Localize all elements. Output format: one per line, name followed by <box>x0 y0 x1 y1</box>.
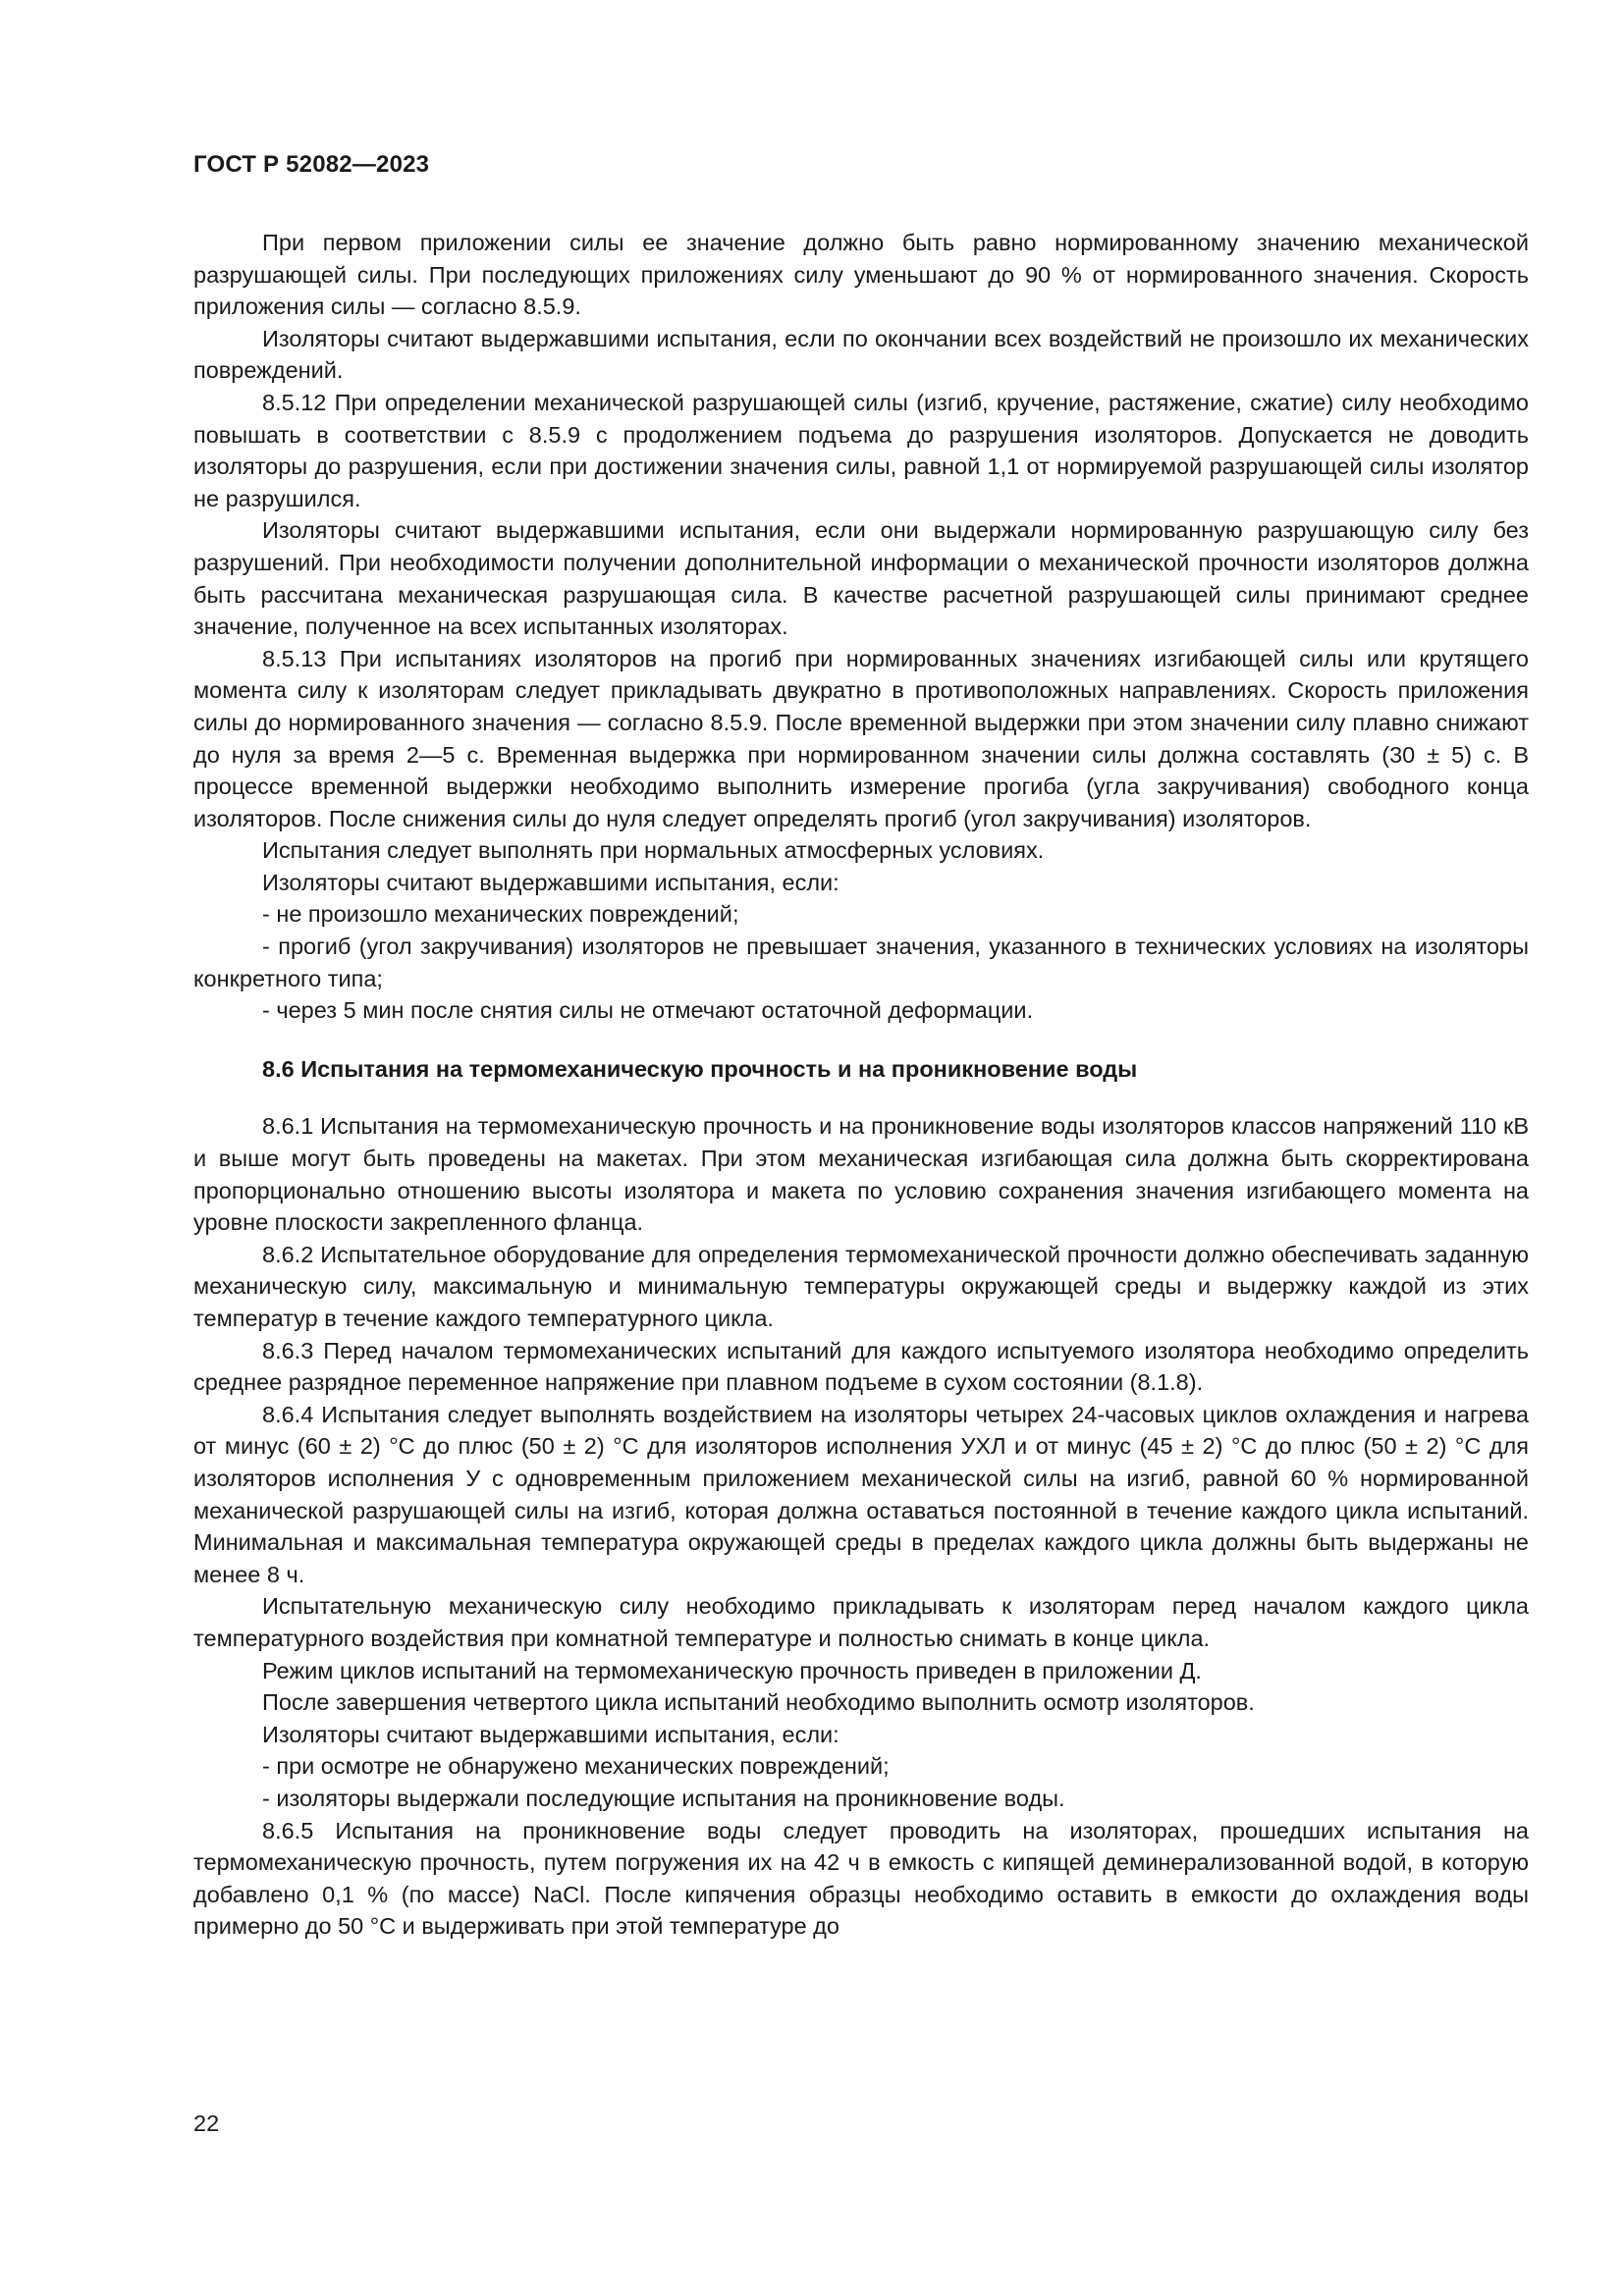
page-number: 22 <box>193 2110 220 2136</box>
paragraph: Испытательную механическую силу необходимо прикладывать к изоляторам перед началом каждого цикла температурного воздействия при комнатной температуре и полностью снимать в конце цикла. <box>193 1593 1529 1651</box>
paragraph: 8.6.4 Испытания следует выполнять воздействием на изоляторы четырех 24-часовых циклов охлаждения и нагрева от минус (60 ± 2) °С до плюс (50 ± 2) °С для изоляторов исполнения УХЛ и от минус (45 ± 2) °С до плюс (50 ± 2) °С для изоляторов исполнения У с одновременным приложением механической силы на изгиб, равной 60 % нормированной механической разрушающей силы на изгиб, которая должна оставаться постоянной в течение каждого цикла испытаний. Минимальная и максимальная температура окружающей среды в пределах каждого цикла должны быть выдержаны не менее 8 ч. <box>193 1401 1529 1587</box>
paragraph: 8.5.12 При определении механической разрушающей силы (изгиб, кручение, растяжение, сжатие) силу необходимо повышать в соответствии с 8.5.9 с продолжением подъема до разрушения изоляторов. Допускается не доводить изоляторы до разрушения, если при достижении значения силы, равной 1,1 от нормируемой разрушающей силы изолятор не разрушился. <box>193 389 1529 511</box>
paragraph: При первом приложении силы ее значение должно быть равно нормированному значению механической разрушающей силы. При последующих приложениях силу уменьшают до 90 % от нормированного значения. Скорость приложения силы — согласно 8.5.9. <box>193 230 1529 320</box>
paragraph: Изоляторы считают выдержавшими испытания, если они выдержали нормированную разрушающую силу без разрушений. При необходимости получении дополнительной информации о механической прочности изоляторов должна быть рассчитана механическая разрушающая сила. В качестве расчетной разрушающей силы принимают среднее значение, полученное на всех испытанных изоляторах. <box>193 517 1529 640</box>
paragraph: После завершения четвертого цикла испытаний необходимо выполнить осмотр изоляторов. <box>262 1689 1255 1716</box>
paragraph: Режим циклов испытаний на термомеханическую прочность приведен в приложении Д. <box>262 1657 1202 1683</box>
list-item: - прогиб (угол закручивания) изоляторов не превышает значения, указанного в технических условиях на изоляторы конкретного типа; <box>193 934 1529 991</box>
paragraph: 8.5.13 При испытаниях изоляторов на прогиб при нормированных значениях изгибающей силы или крутящего момента силу к изоляторам следует прикладывать двукратно в противоположных направлениях. Скорость приложения силы до нормированного значения — согласно 8.5.9. После временной выдержки при этом значении силу плавно снижают до нуля за время 2—5 с. Временная выдержка при нормированном значении силы должна составлять (30 ± 5) с. В процессе временной выдержки необходимо выполнить измерение прогиба (угла закручивания) свободного конца изоляторов. После снижения силы до нуля следует определять прогиб (угол закручивания) изоляторов. <box>193 645 1529 831</box>
paragraph: 8.6.3 Перед началом термомеханических испытаний для каждого испытуемого изолятора необходимо определить среднее разрядное переменное напряжение при плавном подъеме в сухом состоянии (8.1.8). <box>193 1337 1529 1396</box>
paragraph: 8.6.5 Испытания на проникновение воды следует проводить на изоляторах, прошедших испытания на термомеханическую прочность, путем погружения их на 42 ч в емкость с кипящей деминерализованной водой, в которую добавлено 0,1 % (по массе) NaCl. После кипячения образцы необходимо оставить в емкости до охлаждения воды примерно до 50 °С и выдерживать при этой температуре до <box>193 1817 1529 1940</box>
list-item: - через 5 мин после снятия силы не отмечают остаточной деформации. <box>262 997 1034 1024</box>
paragraph: 8.6.1 Испытания на термомеханическую прочность и на проникновение воды изоляторов классов напряжений 110 кВ и выше могут быть проведены на макетах. При этом механическая изгибающая сила должна быть скорректирована пропорционально отношению высоты изолятора и макета по условию сохранения значения изгибающего момента на уровне плоскости закрепленного фланца. <box>193 1113 1529 1236</box>
paragraph: Изоляторы считают выдержавшими испытания, если: <box>262 1721 839 1747</box>
document-header: ГОСТ Р 52082—2023 <box>193 151 430 178</box>
list-item: - при осмотре не обнаружено механических повреждений; <box>262 1753 890 1780</box>
list-item: - изоляторы выдержали последующие испытания на проникновение воды. <box>262 1785 1065 1811</box>
paragraph: Изоляторы считают выдержавшими испытания, если: <box>262 869 839 895</box>
paragraph: 8.6.2 Испытательное оборудование для определения термомеханической прочности должно обеспечивать заданную механическую силу, максимальную и минимальную температуры окружающей среды и выдержку каждой из этих температур в течение каждого температурного цикла. <box>193 1241 1529 1331</box>
document-body <box>193 227 1529 1943</box>
paragraph: Изоляторы считают выдержавшими испытания, если по окончании всех воздействий не произошло их механических повреждений. <box>193 325 1529 384</box>
list-item: - не произошло механических повреждений; <box>262 901 739 928</box>
section-heading: 8.6 Испытания на термомеханическую прочность и на проникновение воды <box>262 1055 1138 1082</box>
paragraph: Испытания следует выполнять при нормальных атмосферных условиях. <box>262 837 1045 864</box>
